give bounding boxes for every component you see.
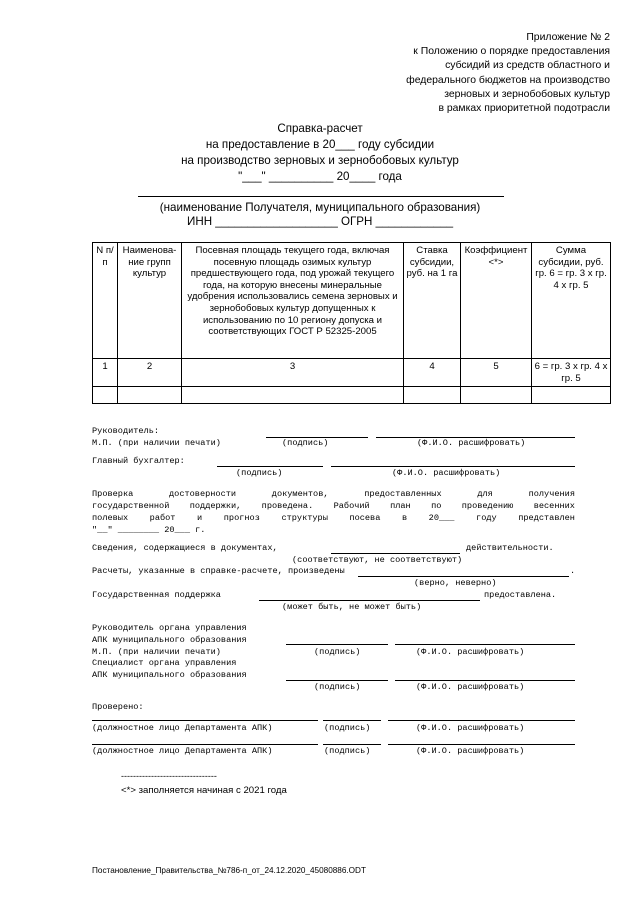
column-number: 3 bbox=[182, 359, 404, 387]
table-number-row bbox=[93, 359, 611, 387]
column-header: Коэффициент <*> bbox=[461, 243, 532, 359]
word: структуры bbox=[281, 513, 328, 523]
word: в bbox=[401, 513, 408, 523]
column-number: 4 bbox=[404, 359, 461, 387]
head-mp-label: М.П. (при наличии печати) bbox=[92, 438, 221, 448]
table-row[interactable] bbox=[93, 387, 611, 404]
word: поддержки, bbox=[189, 501, 242, 511]
official-caption: (должностное лицо Департамента АПК) bbox=[92, 723, 273, 733]
word: прогноз bbox=[223, 513, 260, 523]
word: проведена. bbox=[261, 501, 314, 511]
word: и bbox=[197, 513, 203, 523]
official-caption: (должностное лицо Департамента АПК) bbox=[92, 746, 273, 756]
appendix-line: зерновых и зернобобовых культур bbox=[444, 88, 610, 100]
title-line: на предоставление в 20___ году субсидии bbox=[205, 138, 435, 151]
column-number: 2 bbox=[118, 359, 182, 387]
signature-caption: (подпись) bbox=[324, 746, 371, 756]
calc-left-text: Расчеты, указанные в справке-расчете, произведены bbox=[92, 566, 345, 576]
appendix-line: федерального бюджетов на производство bbox=[406, 74, 610, 86]
calculation-table bbox=[92, 242, 611, 404]
appendix-line: к Положению о порядке предоставления bbox=[413, 46, 610, 58]
word: работ bbox=[149, 513, 176, 523]
agency-head-label-1: Руководитель органа управления bbox=[92, 623, 247, 633]
table-cell[interactable] bbox=[118, 387, 182, 404]
appendix-line: в рамках приоритетной подотрасли bbox=[438, 103, 610, 115]
signature-caption: (подпись) bbox=[324, 723, 371, 733]
column-number: 1 bbox=[93, 359, 118, 387]
agency-spec-label-2: АПК муниципального образования bbox=[92, 670, 247, 680]
agency-head-signature-line[interactable] bbox=[286, 644, 388, 645]
recipient-name-line[interactable] bbox=[138, 196, 504, 197]
title-line: "___" __________ 20____ года bbox=[238, 170, 402, 183]
word: Проверка bbox=[92, 489, 134, 499]
agency-head-label-2: АПК муниципального образования bbox=[92, 635, 247, 645]
word: получения bbox=[528, 489, 575, 499]
word: для bbox=[477, 489, 493, 499]
official-1-name-line[interactable] bbox=[388, 720, 575, 721]
title-line: на производство зерновых и зернобобовых культур bbox=[181, 154, 459, 167]
calc-caption: (верно, неверно) bbox=[414, 578, 497, 588]
name-caption: (Ф.И.О. расшифровать) bbox=[392, 468, 501, 478]
column-number: 5 bbox=[461, 359, 532, 387]
agency-spec-label-1: Специалист органа управления bbox=[92, 658, 237, 668]
word: государственной bbox=[92, 501, 170, 511]
word: весенних bbox=[533, 501, 575, 511]
signature-caption: (подпись) bbox=[236, 468, 283, 478]
head-label: Руководитель: bbox=[92, 426, 160, 436]
footnote-text: <*> заполняется начиная с 2021 года bbox=[121, 785, 287, 796]
document-title bbox=[0, 121, 640, 185]
column-header: Наименова-ние групп культур bbox=[118, 243, 182, 359]
name-caption: (Ф.И.О. расшифровать) bbox=[416, 647, 525, 657]
word: посева bbox=[349, 513, 381, 523]
column-header: Ставка субсидии, руб. на 1 га bbox=[404, 243, 461, 359]
info-right-text: действительности. bbox=[466, 543, 554, 553]
word: достоверности bbox=[169, 489, 237, 499]
column-header: N п/п bbox=[93, 243, 118, 359]
verification-line-2 bbox=[92, 500, 575, 512]
word: представлен bbox=[518, 513, 575, 523]
name-caption: (Ф.И.О. расшифровать) bbox=[416, 746, 525, 756]
table-cell[interactable] bbox=[404, 387, 461, 404]
table-cell[interactable] bbox=[532, 387, 611, 404]
verification-line-1 bbox=[92, 488, 575, 500]
appendix-line: субсидий из средств областного и bbox=[445, 60, 610, 72]
word: проведению bbox=[461, 501, 514, 511]
table-cell[interactable] bbox=[182, 387, 404, 404]
name-caption: (Ф.И.О. расшифровать) bbox=[417, 438, 526, 448]
table-cell[interactable] bbox=[93, 387, 118, 404]
appendix-line: Приложение № 2 bbox=[526, 32, 610, 43]
support-caption: (может быть, не может быть) bbox=[282, 602, 422, 612]
calc-period: . bbox=[570, 566, 576, 576]
signature-caption: (подпись) bbox=[282, 438, 329, 448]
accountant-label: Главный бухгалтер: bbox=[92, 456, 185, 466]
info-left-text: Сведения, содержащиеся в документах, bbox=[92, 543, 278, 553]
recipient-caption: (наименование Получателя, муниципального образования) bbox=[159, 201, 481, 214]
word: Рабочий bbox=[333, 501, 370, 511]
footnote-separator: -------------------------------- bbox=[121, 771, 217, 781]
signature-caption: (подпись) bbox=[314, 682, 361, 692]
support-right-text: предоставлена. bbox=[484, 590, 557, 600]
table-header-row bbox=[93, 243, 611, 359]
name-caption: (Ф.И.О. расшифровать) bbox=[416, 682, 525, 692]
official-1-signature-line[interactable] bbox=[323, 720, 381, 721]
word: году bbox=[476, 513, 497, 523]
agency-mp-label: М.П. (при наличии печати) bbox=[92, 647, 221, 657]
column-header: Посевная площадь текущего года, включая посевную площадь озимых культур предшествующего года, под урожай текущего года, на которую внесены минеральные удобрения использовались семена зерновых и зернобобовых культур допущенных к использованию по 10 региону допуска и соответствующих ГОСТ Р 52325-2005 bbox=[182, 243, 404, 359]
info-caption: (соответствуют, не соответствуют) bbox=[292, 555, 463, 565]
verification-line-4: "__" ________ 20___ г. bbox=[92, 525, 206, 535]
word: полевых bbox=[92, 513, 129, 523]
word: документов, bbox=[271, 489, 329, 499]
official-1-line[interactable] bbox=[92, 720, 318, 721]
support-left-text: Государственная поддержка bbox=[92, 590, 221, 600]
column-number: 6 = гр. 3 x гр. 4 x гр. 5 bbox=[532, 359, 611, 387]
document-filename: Постановление_Правительства_№786-п_от_24.12.2020_45080886.ODT bbox=[92, 866, 366, 875]
table-cell[interactable] bbox=[461, 387, 532, 404]
title-line: Справка-расчет bbox=[277, 122, 363, 135]
verification-line-3 bbox=[92, 512, 575, 524]
agency-head-name-line[interactable] bbox=[395, 644, 575, 645]
appendix-header bbox=[406, 31, 610, 116]
word: по bbox=[431, 501, 442, 511]
word: предоставленных bbox=[364, 489, 442, 499]
name-caption: (Ф.И.О. расшифровать) bbox=[416, 723, 525, 733]
word: план bbox=[390, 501, 411, 511]
column-header: Сумма субсидии, руб. гр. 6 = гр. 3 x гр. 4 x гр. 5 bbox=[532, 243, 611, 359]
word: 20___ bbox=[428, 513, 455, 523]
checked-label: Проверено: bbox=[92, 702, 144, 712]
signature-caption: (подпись) bbox=[314, 647, 361, 657]
inn-ogrn-line[interactable]: ИНН ___________________ ОГРН ____________ bbox=[186, 215, 454, 228]
